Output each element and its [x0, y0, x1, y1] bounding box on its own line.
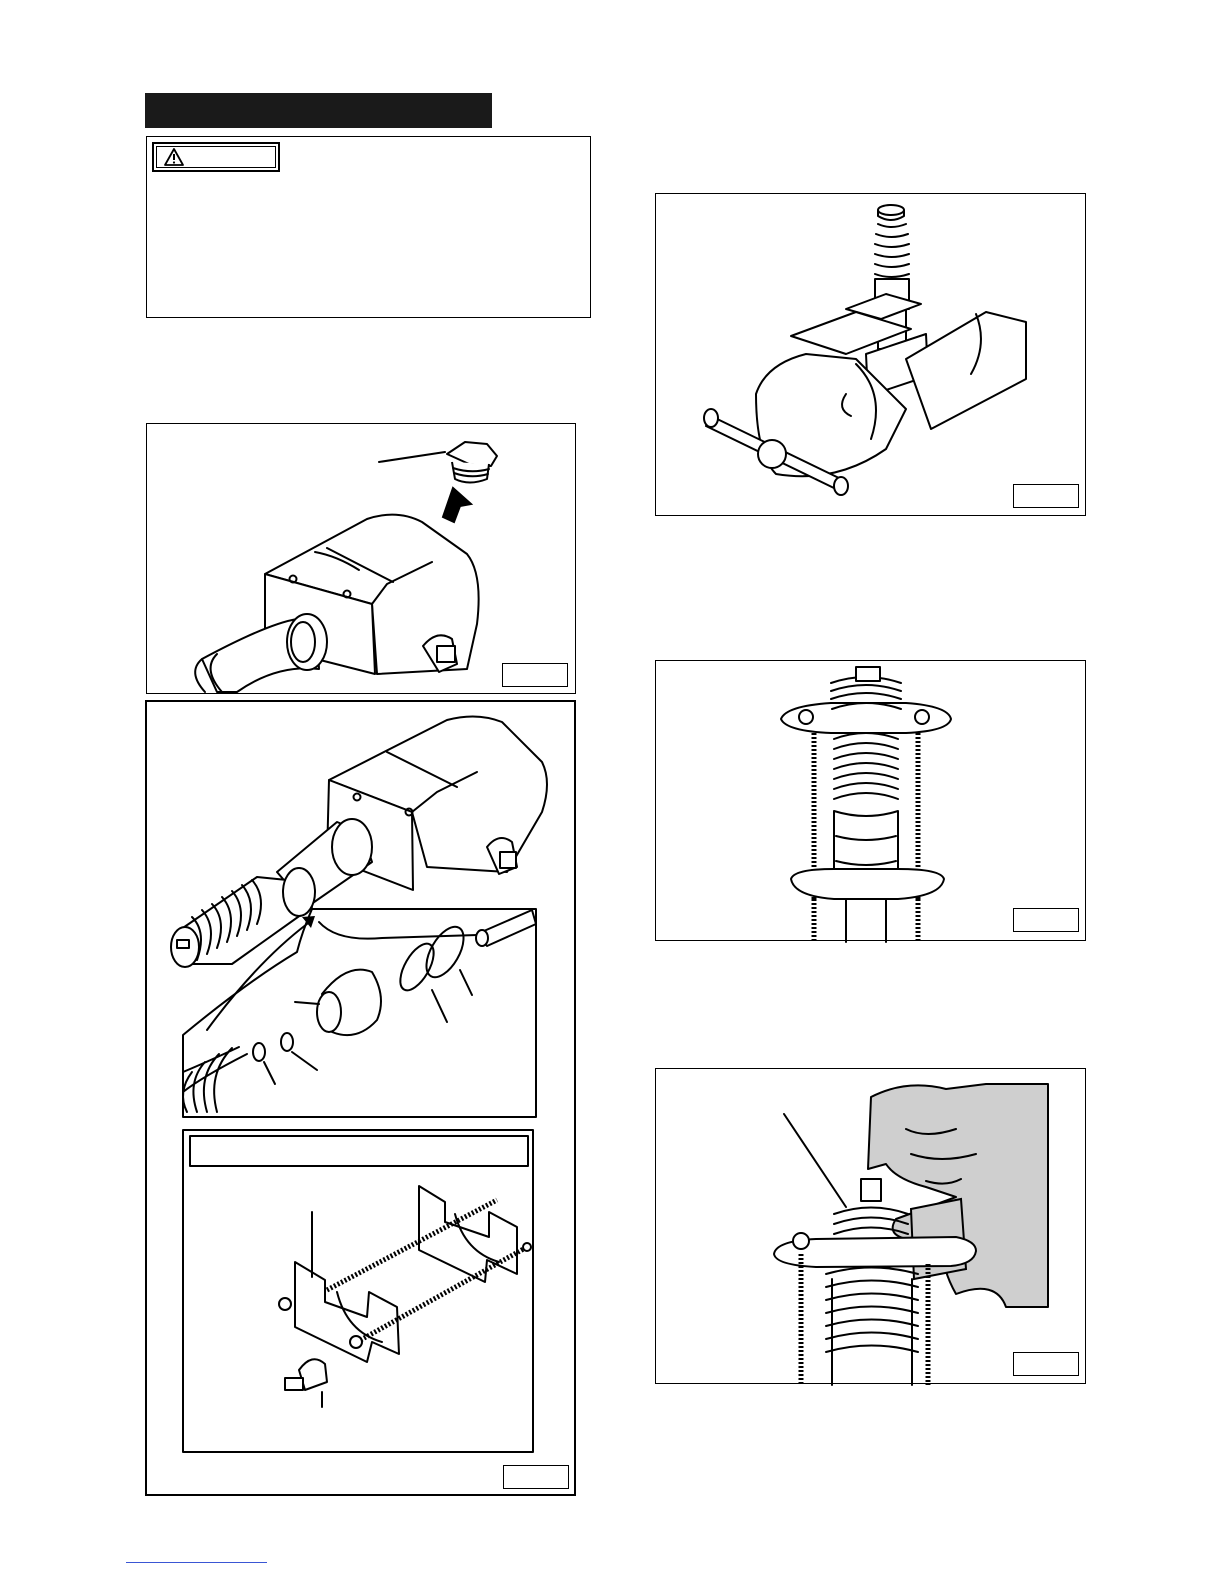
vise-clamp-illustration	[656, 194, 1087, 517]
footer-link[interactable]	[126, 1548, 267, 1563]
warning-label	[152, 142, 280, 172]
figure-tag	[502, 663, 568, 687]
figure-vise-clamp	[655, 193, 1086, 516]
plug-removal-illustration	[147, 424, 577, 695]
figure-tag	[1013, 484, 1079, 508]
spring-compressor-illustration	[656, 661, 1087, 942]
section-header-bar	[145, 93, 492, 128]
figure-tag	[503, 1465, 569, 1489]
figure-tag	[1013, 908, 1079, 932]
warning-triangle-icon	[164, 147, 184, 172]
figure-hammer-exploded	[145, 700, 576, 1496]
figure-spring-compressor	[655, 660, 1086, 941]
section-header-text	[145, 100, 155, 120]
hammer-exploded-illustration	[147, 702, 578, 1498]
figure-plug-removal	[146, 423, 576, 694]
figure-tag	[1013, 1352, 1079, 1376]
spring-release-illustration	[656, 1069, 1087, 1385]
glove-shape	[868, 1084, 1048, 1307]
warning-box	[146, 136, 591, 318]
figure-spring-release	[655, 1068, 1086, 1384]
